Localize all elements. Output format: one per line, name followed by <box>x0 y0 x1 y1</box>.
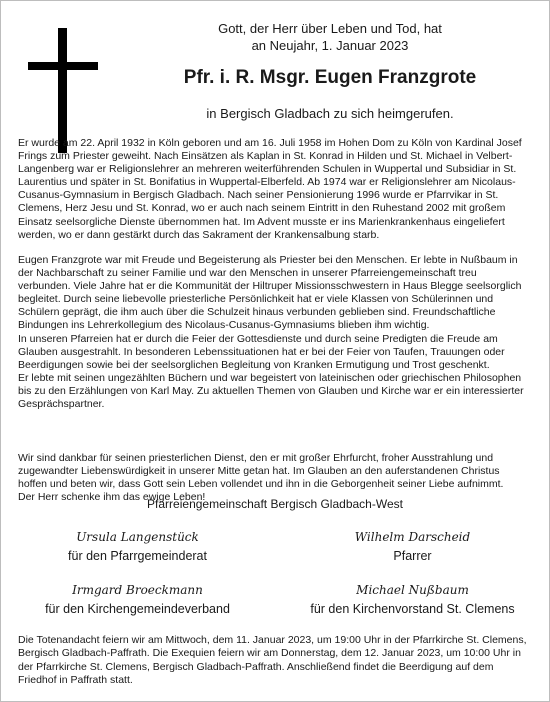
text-line: Gesprächspartner. <box>18 398 105 411</box>
intro-line-2: an Neujahr, 1. Januar 2023 <box>251 38 409 53</box>
text-line: Bergisch Gladbach-Paffrath. Die Exequien feiern wir am Donnerstag, dem 12. Januar 2023, um 10:00 Uhr in <box>18 647 521 660</box>
signature-block <box>0 583 275 616</box>
text-line: zugewandter Liebenswürdigkeit in unserer Mitte getan hat. Im Glauben an den auferstandenen Christus <box>18 465 500 478</box>
text-line: Langenberg war er Religionslehrer an mehreren weiterführenden Schulen in Wuppertal und Subsidiar in St. <box>18 163 517 176</box>
text-line: In unseren Pfarreien hat er durch die Feier der Gottesdienste und durch seine Predigten die Freude am <box>18 332 498 345</box>
signature-block <box>275 530 550 563</box>
signatory-role: für den Kirchengemeindeverband <box>45 602 230 616</box>
deceased-name: Pfr. i. R. Msgr. Eugen Franzgrote <box>183 67 477 88</box>
text-line: Friedhof in Paffrath statt. <box>18 673 133 686</box>
signatory-name: Michael Nußbaum <box>356 583 469 597</box>
text-line: Die Totenandacht feiern wir am Mittwoch, dem 11. Januar 2023, um 19:00 Uhr in der Pfarrkirche St. Clemens, <box>18 634 527 646</box>
text-line: Der Herr schenke ihm das ewige Leben! <box>18 491 206 504</box>
text-line: begleitet. Durch seine liebevolle priesterliche Persönlichkeit hat er viele Klassen von Schülerinnen und <box>18 293 494 306</box>
signatory-name: Wilhelm Darscheid <box>354 530 471 544</box>
text-line: bis zu den Erzählungen von Karl May. Zu aktuellen Themen von Glauben und Kirche war er ein interessierter <box>18 384 524 397</box>
text-line: Er wurde am 22. April 1932 in Köln geboren und am 16. Juli 1958 im Hohen Dom zu Köln von Kardinal Josef <box>18 137 522 149</box>
text-line: werden, wo er dann gestärkt durch das Sakrament der Krankensalbung starb. <box>18 228 380 241</box>
text-line: Eugen Franzgrote war mit Freude und Begeisterung als Priester bei den Menschen. Er lebte in Nußbaum in <box>18 254 518 266</box>
parish-name: Pfarreiengemeinschaft Bergisch Gladbach-West <box>147 497 403 511</box>
text-line: Cusanus-Gymnasium in Bergisch Gladbach. Nach seiner Pensionierung 1996 wurde er Pfarrvikar in St. <box>18 189 499 202</box>
called-home-line: in Bergisch Gladbach zu sich heimgerufen. <box>206 106 454 121</box>
biography-paragraph <box>18 137 532 242</box>
signatory-role: für den Pfarrgemeinderat <box>68 549 207 563</box>
text-line: Laurentius und später in St. Bonifatius in Wuppertal-Elberfeld. Ab 1974 war er Religionslehrer am Nicolaus- <box>18 176 516 189</box>
signature-block <box>275 583 550 616</box>
signatory-name: Ursula Langenstück <box>76 530 199 544</box>
intro-line-1: Gott, der Herr über Leben und Tod, hat <box>218 21 442 36</box>
text-line: Einsatz seelsorgliche Dienste übernommen hat. Im Advent musste er ins Marienkrankenhaus eingeliefert <box>18 215 505 228</box>
text-line: Bindungen ins Lehrerkollegium des Nicolaus-Cusanus-Gymnasiums blieben ihm wichtig. <box>18 319 430 332</box>
signatory-role: für den Kirchenvorstand St. Clemens <box>310 602 515 616</box>
tribute-paragraph <box>18 254 532 411</box>
text-line: der Pfarrkirche St. Clemens, Bergisch Gladbach-Paffrath. Anschließend findet die Beerdigung auf dem <box>18 660 494 673</box>
text-line: der Nachbarschaft zu seiner Familie und war den Menschen in unserer Pfarreiengemeinschaft treu <box>18 267 477 280</box>
text-line: verbunden. Viele Jahre hat er die Kommunität der Hiltruper Missionsschwestern in Haus Blegge seelsorglich <box>18 280 522 293</box>
text-line: Schülern geprägt, die ihm auch über die Schulzeit hinaus verbunden geblieben sind. Freundschaftliche <box>18 306 496 319</box>
text-line: Frings zum Priester geweiht. Nach Einsätzen als Kaplan in St. Konrad in Hilden und St. Michael in Velbert- <box>18 150 513 163</box>
text-line: Er lebte mit seinen ungezählten Büchern und war begeistert von lateinischen oder griechischen Philosophen <box>18 371 522 384</box>
signature-block <box>0 530 275 563</box>
signatory-role: Pfarrer <box>393 549 432 563</box>
funeral-details <box>18 634 532 687</box>
text-line: hoffen und beten wir, dass Gott sein Leben vollendet und ihn in die Geborgenheit seiner Liebe aufnimmt. <box>18 478 504 491</box>
text-line: Wir sind dankbar für seinen priesterlichen Dienst, den er mit großer Ehrfurcht, froher Ausstrahlung und <box>18 452 494 464</box>
text-line: Clemens, Herz Jesu und St. Konrad, wo er auch nach seinem Eintritt in den Ruhestand 2002 mit großem <box>18 202 506 215</box>
text-line: Glauben ausgestrahlt. In besonderen Lebenssituationen hat er bei der Feier von Taufen, Trauungen oder <box>18 345 505 358</box>
text-line: Beerdigungen sowie bei der seelsorglichen Begleitung von Kranken Ermutigung und Trost geschenkt. <box>18 358 490 371</box>
signatory-name: Irmgard Broeckmann <box>72 583 203 597</box>
cross-icon <box>28 28 98 153</box>
